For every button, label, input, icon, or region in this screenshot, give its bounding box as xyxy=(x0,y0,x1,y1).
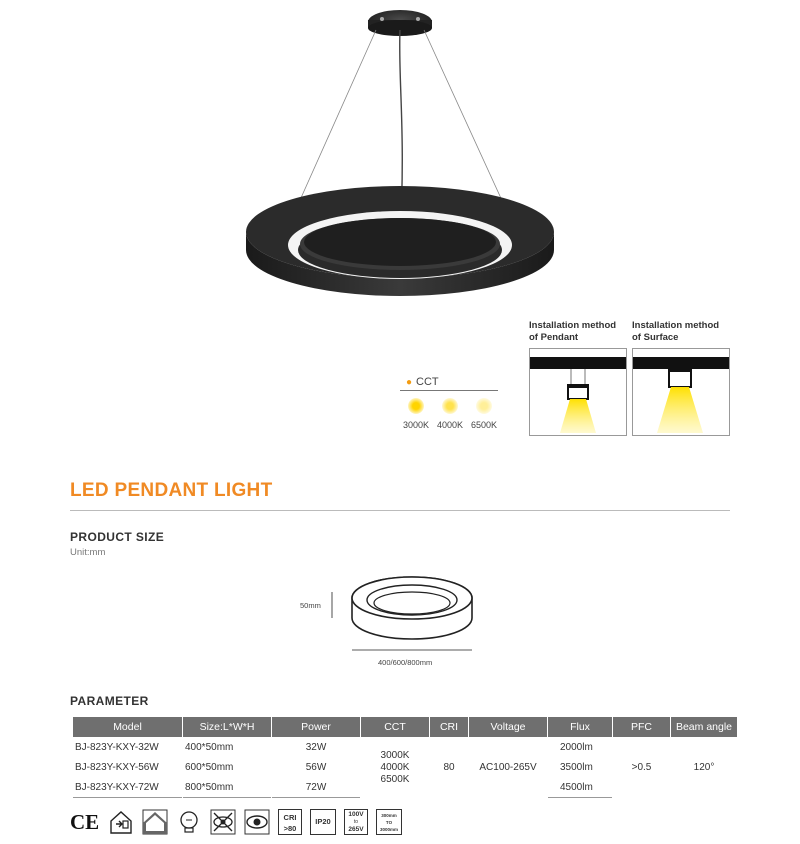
title-divider xyxy=(70,510,730,511)
surface-install-line1: Installation method xyxy=(632,320,720,331)
cri-badge-bottom: >80 xyxy=(283,824,297,833)
cct-label-3000k: 3000K xyxy=(402,420,430,430)
header-voltage: Voltage xyxy=(469,717,547,737)
cct-value-3: 6500K xyxy=(380,773,410,785)
cell-flux: 3500lm xyxy=(560,761,593,773)
indoor-use-icon xyxy=(108,809,134,835)
cable-length-badge-icon xyxy=(376,809,402,835)
cct-6500k-swatch-icon xyxy=(476,398,492,414)
pendant-install-line1: Installation method xyxy=(529,320,617,331)
cell-model: BJ-823Y-KXY-72W xyxy=(73,777,182,798)
ip20-badge-icon: IP20 xyxy=(310,809,336,835)
page-title: LED PENDANT LIGHT xyxy=(70,480,273,501)
surface-install-icon xyxy=(633,349,729,435)
dimension-drawing xyxy=(290,570,500,675)
parameter-title: PARAMETER xyxy=(70,694,149,708)
width-dimension-label: 400/600/800mm xyxy=(378,658,433,667)
cct-value-2: 4000K xyxy=(380,761,410,773)
table-row xyxy=(73,737,737,757)
table-header-row xyxy=(73,717,737,737)
bullet-dot-icon: ● xyxy=(406,377,413,388)
pendant-install-icon xyxy=(530,349,626,435)
header-model: Model xyxy=(73,717,182,737)
cell-voltage: AC100-265V xyxy=(479,762,537,773)
cell-pfc: >0.5 xyxy=(631,762,652,773)
cell-power: 56W xyxy=(305,761,327,773)
header-size: Size:L*W*H xyxy=(183,717,271,737)
cell-power: 32W xyxy=(305,741,327,753)
cell-flux: 4500lm xyxy=(548,777,612,798)
cri-badge-top: CRI xyxy=(283,813,297,822)
header-cri: CRI xyxy=(430,717,468,737)
ce-mark-icon: CE xyxy=(70,810,100,834)
pendant-install-diagram xyxy=(529,348,627,436)
cell-power: 72W xyxy=(272,777,360,798)
voltage-badge-top: 100V xyxy=(348,811,364,818)
header-pfc: PFC xyxy=(613,717,670,737)
ceiling-mount-icon xyxy=(142,809,168,835)
cable-length-mid: TO xyxy=(385,820,393,825)
cell-flux: 2000lm xyxy=(560,741,593,753)
header-flux: Flux xyxy=(548,717,612,737)
product-size-unit: Unit:mm xyxy=(70,547,106,558)
cct-value-1: 3000K xyxy=(380,749,410,761)
surface-install-line2: of Surface xyxy=(632,332,679,343)
header-cct: CCT xyxy=(361,717,429,737)
cell-size: 600*50mm xyxy=(185,761,234,773)
cell-size: 800*50mm xyxy=(183,777,271,798)
header-beam-angle: Beam angle xyxy=(671,717,737,737)
surface-install-diagram xyxy=(632,348,730,436)
voltage-badge-icon xyxy=(344,809,368,835)
parameter-table xyxy=(72,717,738,798)
pendant-install-line2: of Pendant xyxy=(529,332,579,343)
no-flicker-icon xyxy=(210,809,236,835)
cct-title-text: CCT xyxy=(416,376,439,388)
cable-length-top: 300mm xyxy=(381,813,397,818)
header-power: Power xyxy=(272,717,360,737)
bulb-icon xyxy=(176,809,202,835)
cell-cri: 80 xyxy=(443,762,455,773)
cri-badge-icon xyxy=(278,809,302,835)
cell-beam-angle: 120° xyxy=(693,762,715,773)
cell-model: BJ-823Y-KXY-32W xyxy=(75,741,159,753)
cct-label-6500k: 6500K xyxy=(470,420,498,430)
cct-4000k-swatch-icon xyxy=(442,398,458,414)
cct-title xyxy=(406,376,439,388)
cct-3000k-swatch-icon xyxy=(408,398,424,414)
pendant-install-title xyxy=(529,320,629,344)
surface-install-title xyxy=(632,320,732,344)
cell-cct xyxy=(361,737,429,798)
voltage-badge-bottom: 265V xyxy=(348,826,364,833)
cell-size: 400*50mm xyxy=(185,741,234,753)
cell-model: BJ-823Y-KXY-56W xyxy=(75,761,159,773)
voltage-badge-mid: to xyxy=(353,818,359,825)
cct-divider xyxy=(400,390,498,391)
product-size-title: PRODUCT SIZE xyxy=(70,530,165,544)
cct-label-4000k: 4000K xyxy=(436,420,464,430)
certification-icons xyxy=(70,809,410,839)
pendant-lamp-image xyxy=(230,0,570,310)
eye-protection-icon xyxy=(244,809,270,835)
cable-length-bottom: 3000mm xyxy=(379,827,398,832)
cct-panel xyxy=(400,372,500,432)
height-dimension-label: 50mm xyxy=(300,601,321,610)
